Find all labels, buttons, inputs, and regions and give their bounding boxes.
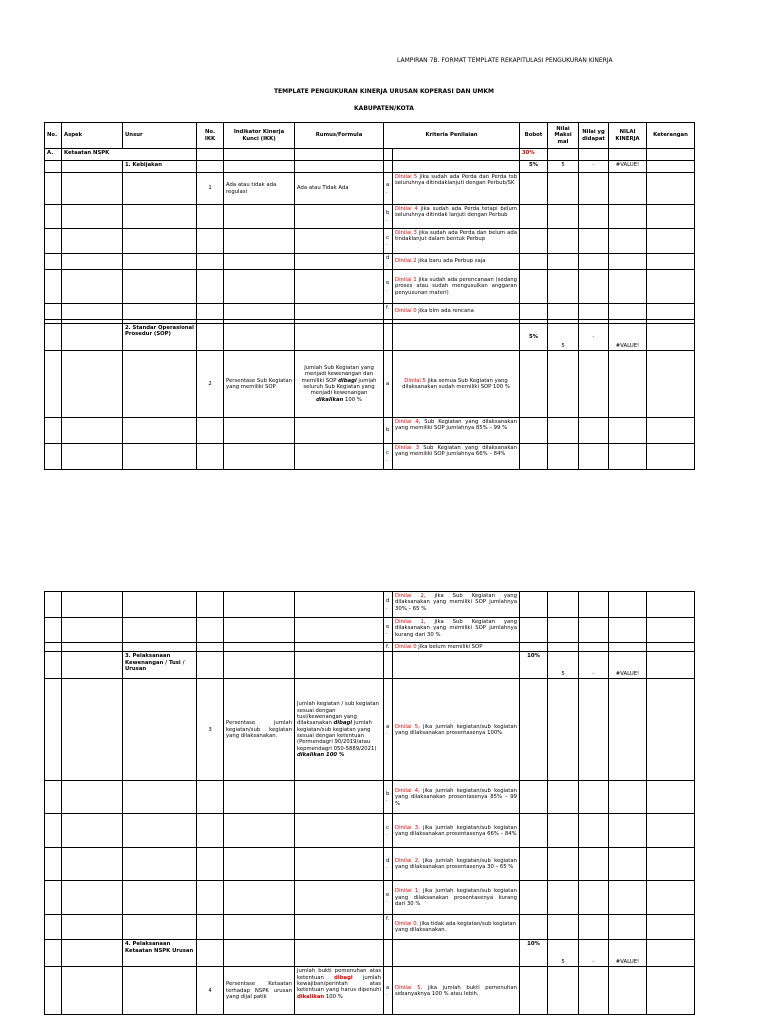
criteria-row xyxy=(45,781,695,814)
criteria-text: Dinilai 2, jika jumlah kegiatan/sub kegiatan yang dilaksanakan prosentasenya 30 – 65 % xyxy=(393,848,520,881)
performance-table-part-1 xyxy=(44,122,695,470)
ikk-2-indikator: Persentase Sub Kegiatan yang memiliki SOP xyxy=(224,351,295,418)
unsur-1-nilai: #VALUE! xyxy=(609,161,647,173)
criteria-row xyxy=(45,848,695,881)
criteria-row xyxy=(45,881,695,915)
criteria-row xyxy=(45,679,695,781)
unsur-2-bobot: 5% xyxy=(520,324,548,351)
criteria-text: Dinilai 2 jika baru ada Perbup saja xyxy=(393,254,520,270)
col-kriteria: Kriteria Penilaian xyxy=(384,123,520,149)
criteria-letter: c. xyxy=(384,229,393,254)
unsur-3-maks: 5 xyxy=(548,652,579,679)
criteria-text: Dinilai 4 jika sudah ada Perda tetapi belum seluruhnya ditindak lanjuti dengan Perbub xyxy=(393,205,520,229)
criteria-letter: a. xyxy=(384,679,393,781)
criteria-letter: e. xyxy=(384,881,393,915)
col-nilai-maks: Nilai Maksi mal xyxy=(548,123,579,149)
criteria-text: Dinilai 3, jika jumlah kegiatan/sub kegiatan yang dilaksanakan prosentasenya 66% – 84% xyxy=(393,814,520,848)
ikk-2-rumus: Jumlah Sub Kegiatan yang menjadi kewenangan dan memiliki SOP dibagi jumlah seluruh Sub Kegiatan yang menjadi kewenangan dikalikan 100 % xyxy=(295,351,384,418)
appendix-label: LAMPIRAN 7B. FORMAT TEMPLATE REKAPITULASI PENGUKURAN KINERJA xyxy=(397,57,613,64)
criteria-text: Dinilai 5, jika jumlah bukti pemenuhan sebanyaknya 100 % atau lebih. xyxy=(393,967,520,1015)
aspect-row xyxy=(45,149,695,161)
criteria-row xyxy=(45,592,695,618)
criteria-letter: d. xyxy=(384,254,393,270)
criteria-row xyxy=(45,205,695,229)
criteria-letter: b xyxy=(384,418,393,444)
criteria-letter: e. xyxy=(384,618,393,643)
col-no-ikk: No. IKK xyxy=(197,123,224,149)
col-rumus: Rumus/Formula xyxy=(295,123,384,149)
unsur-4-bobot: 10% xyxy=(520,940,548,967)
col-ikk: Indikator Kinerja Kunci (IKK) xyxy=(224,123,295,149)
criteria-row xyxy=(45,173,695,205)
criteria-row xyxy=(45,304,695,320)
ikk-4-rumus: Jumlah bukti pemenuhan atas ketentuan dibagi jumlah kewajiban/perintah atas ketentuan yang harus dipenuhi dikalikan 100 % xyxy=(295,967,384,1015)
criteria-letter: a. xyxy=(384,173,393,205)
criteria-letter: c. xyxy=(384,444,393,470)
unsur-3-didapat: - xyxy=(579,652,609,679)
ikk-3-indikator: Persentase jumlah kegiatan/sub kegiatan yang dilaksanakan. xyxy=(224,679,295,781)
ikk-1-indikator: Ada atau tidak ada regulasi xyxy=(224,173,295,205)
criteria-letter: f. xyxy=(384,304,393,320)
criteria-letter: a. xyxy=(384,967,393,1015)
unsur-2-nilai: #VALUE! xyxy=(609,324,647,351)
criteria-text: Dinilai 4, Sub Kegiatan yang dilaksanakan yang memiliki SOP jumlahnya 85% – 99 % xyxy=(393,418,520,444)
criteria-text: Dinilai 2, jika Sub Kegiatan yang dilaksanakan yang memiliki SOP jumlahnya 30% – 65 % xyxy=(393,592,520,618)
criteria-row xyxy=(45,618,695,643)
col-aspek: Aspek xyxy=(62,123,123,149)
criteria-text: Dinilai 0 jika blm ada rencana xyxy=(393,304,520,320)
criteria-letter: e. xyxy=(384,270,393,304)
criteria-text: Dinilai 0, jika tidak ada kegiatan/sub kegiatan yang dilaksanakan. xyxy=(393,915,520,940)
unsur-1-label: 1. Kebijakan xyxy=(123,161,197,173)
unsur-3-label: 3. Pelaksanaan Kewenangan / Tusi / Urusan xyxy=(123,652,197,679)
criteria-text: Dinilai 1, jika jumlah kegiatan/sub kegiatan yang dilaksanakan prosentasenya kurang dari 30 % xyxy=(393,881,520,915)
unsur-4-maks: 5 xyxy=(548,940,579,967)
criteria-row xyxy=(45,254,695,270)
unsur-4-didapat: - xyxy=(579,940,609,967)
col-no: No. xyxy=(45,123,62,149)
ikk-3-rumus: Jumlah kegiatan / sub kegiatan sesuai dengan tusi/kewenangan yang dilaksanakan dibagi jumlah kegiatan/sub kegiatan yang sesuai dengan ketentuan (Permendagri 90/2019/atau kepmendagri 050-5889/2021) dikalikan 100 % xyxy=(295,679,384,781)
criteria-letter: b. xyxy=(384,205,393,229)
criteria-row xyxy=(45,418,695,444)
header-row xyxy=(45,123,695,149)
criteria-text: Dinilai 1, jika Sub Kegiatan yang dilaksanakan yang memiliki SOP jumlahnya kurang dari 30 % xyxy=(393,618,520,643)
unsur-2-maks: 5 xyxy=(548,324,579,351)
criteria-text: Dinilai 5, jika jumlah kegiatan/sub kegiatan yang dilaksanakan prosentasenya 100% xyxy=(393,679,520,781)
unsur-1-row xyxy=(45,161,695,173)
aspect-name: Ketaatan NSPK xyxy=(62,149,197,161)
unsur-2-row xyxy=(45,324,695,351)
criteria-text: Dinilai 1 jika sudah ada perencanaan (sedang proses atau sudah mengusulkan anggaran penyusunan materi) xyxy=(393,270,520,304)
document-title: TEMPLATE PENGUKURAN KINERJA URUSAN KOPERASI DAN UMKM xyxy=(273,88,495,95)
unsur-3-nilai: #VALUE! xyxy=(609,652,647,679)
criteria-text: Dinilai 5 jika sudah ada Perda dan Perda tsb seluruhnya ditindaklanjuti dengan Perbub/SK xyxy=(393,173,520,205)
unsur-4-label: 4. Pelaksanaan Ketaatan NSPK Urusan xyxy=(123,940,197,967)
unsur-1-bobot: 5% xyxy=(520,161,548,173)
criteria-text: Dinilai 3 Sub Kegiatan yang dilaksanakan yang memiliki SOP jumlahnya 66% – 84% xyxy=(393,444,520,470)
aspect-no: A. xyxy=(45,149,62,161)
unsur-3-bobot: 10% xyxy=(520,652,548,679)
col-bobot: Bobot xyxy=(520,123,548,149)
ikk-3-no: 3 xyxy=(197,679,224,781)
criteria-letter: a xyxy=(384,351,393,418)
criteria-row xyxy=(45,351,695,418)
criteria-letter: b. xyxy=(384,781,393,814)
unsur-4-nilai: #VALUE! xyxy=(609,940,647,967)
criteria-text: Dinilai 3 jika sudah ada Perda dan belum ada tindaklanjut dalam bentuk Perbup xyxy=(393,229,520,254)
col-nilai-kinerja: NILAI KINERJA xyxy=(609,123,647,149)
ikk-4-no: 4 xyxy=(197,967,224,1015)
criteria-text: Dinilai 0 jika belum memiliki SOP xyxy=(393,643,520,652)
criteria-letter: d. xyxy=(384,592,393,618)
unsur-2-didapat: - xyxy=(579,324,609,351)
criteria-row xyxy=(45,229,695,254)
col-nilai-didapat: Nilai yg didapat xyxy=(579,123,609,149)
criteria-row xyxy=(45,967,695,1015)
criteria-row xyxy=(45,643,695,652)
criteria-text: Dinilai 4, jika jumlah kegiatan/sub kegiatan yang dilaksanakan prosentasenya 85% – 99 % xyxy=(393,781,520,814)
unsur-4-row xyxy=(45,940,695,967)
criteria-letter: f. xyxy=(384,915,393,940)
ikk-1-rumus: Ada atau Tidak Ada xyxy=(295,173,384,205)
criteria-row xyxy=(45,270,695,304)
ikk-1-no: 1 xyxy=(197,173,224,205)
criteria-row xyxy=(45,444,695,470)
unsur-3-row xyxy=(45,652,695,679)
col-unsur: Unsur xyxy=(123,123,197,149)
criteria-text: Dinilai 5 jika semua Sub Kegiatan yang dilaksanakan sudah memiliki SOP 100 % xyxy=(393,351,520,418)
ikk-2-no: 2 xyxy=(197,351,224,418)
ikk-4-indikator: Persentase Ketaatan terhadap NSPK urusan yang dijal patik xyxy=(224,967,295,1015)
document-subtitle: KABUPATEN/KOTA xyxy=(354,105,414,112)
criteria-row xyxy=(45,915,695,940)
unsur-1-didapat: - xyxy=(579,161,609,173)
performance-table-part-2 xyxy=(44,591,695,1015)
unsur-2-label: 2. Standar Operasional Prosedur (SOP) xyxy=(123,324,197,351)
aspect-bobot: 30% xyxy=(520,149,548,161)
criteria-letter: d. xyxy=(384,848,393,881)
unsur-1-maks: 5 xyxy=(548,161,579,173)
col-keterangan: Keterangan xyxy=(647,123,695,149)
criteria-letter: c. xyxy=(384,814,393,848)
criteria-row xyxy=(45,814,695,848)
criteria-letter: f. xyxy=(384,643,393,652)
